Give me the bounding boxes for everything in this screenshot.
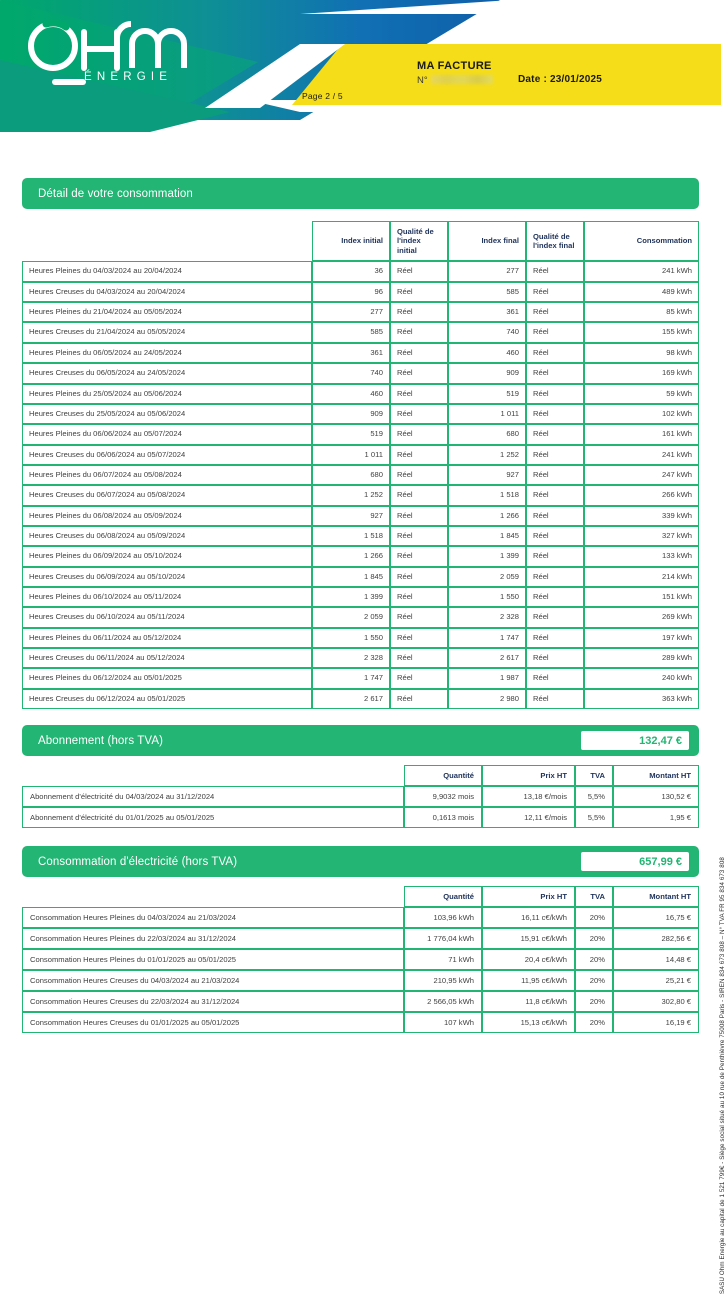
cell-index-initial: 1 266 <box>312 546 390 566</box>
cell-index-final: 1 252 <box>448 445 526 465</box>
cell-prix-ht: 11,8 c€/kWh <box>482 991 575 1012</box>
cell-period: Heures Creuses du 06/10/2024 au 05/11/2024 <box>22 607 312 627</box>
cell-prix-ht: 11,95 c€/kWh <box>482 970 575 991</box>
cell-consumption: 327 kWh <box>584 526 699 546</box>
cell-period: Heures Creuses du 06/07/2024 au 05/08/2024 <box>22 485 312 505</box>
table-row <box>22 648 699 668</box>
cell-tva: 20% <box>575 928 613 949</box>
cell-quality-final: Réel <box>526 485 584 505</box>
cell-index-final: 1 518 <box>448 485 526 505</box>
cell-quality-initial: Réel <box>390 546 448 566</box>
cell-quality-final: Réel <box>526 607 584 627</box>
cell-index-final: 2 059 <box>448 567 526 587</box>
cell-montant-ht: 16,19 € <box>613 1012 699 1033</box>
cell-tva: 20% <box>575 1012 613 1033</box>
table-row <box>22 991 699 1012</box>
section-title: Détail de votre consommation <box>38 187 193 200</box>
cell-quality-initial: Réel <box>390 445 448 465</box>
cell-quality-final: Réel <box>526 668 584 688</box>
cell-description: Abonnement d'électricité du 01/01/2025 au 05/01/2025 <box>22 807 404 828</box>
cell-description: Abonnement d'électricité du 04/03/2024 au 31/12/2024 <box>22 786 404 807</box>
cell-quality-final: Réel <box>526 526 584 546</box>
cell-consumption: 85 kWh <box>584 302 699 322</box>
cell-quantite: 2 566,05 kWh <box>404 991 482 1012</box>
cell-period: Heures Creuses du 25/05/2024 au 05/06/2024 <box>22 404 312 424</box>
cell-quality-initial: Réel <box>390 648 448 668</box>
cell-quantite: 210,95 kWh <box>404 970 482 991</box>
col-header-quantite: Quantité <box>404 765 482 786</box>
cell-index-initial: 460 <box>312 384 390 404</box>
cell-period: Heures Pleines du 06/07/2024 au 05/08/2024 <box>22 465 312 485</box>
cell-period: Heures Pleines du 06/10/2024 au 05/11/2024 <box>22 587 312 607</box>
cell-tva: 20% <box>575 991 613 1012</box>
cell-consumption: 241 kWh <box>584 261 699 281</box>
page-number: Page 2 / 5 <box>302 91 343 101</box>
col-header-consumption: Consommation <box>584 221 699 261</box>
cell-quantite: 0,1613 mois <box>404 807 482 828</box>
table-row <box>22 949 699 970</box>
cell-consumption: 133 kWh <box>584 546 699 566</box>
cell-consumption: 247 kWh <box>584 465 699 485</box>
cell-quality-initial: Réel <box>390 363 448 383</box>
table-row <box>22 302 699 322</box>
cell-period: Heures Pleines du 25/05/2024 au 05/06/2024 <box>22 384 312 404</box>
cell-index-final: 361 <box>448 302 526 322</box>
page-header <box>0 0 721 140</box>
cell-quality-final: Réel <box>526 506 584 526</box>
cell-quality-initial: Réel <box>390 689 448 709</box>
cell-quality-initial: Réel <box>390 384 448 404</box>
cell-description: Consommation Heures Pleines du 04/03/2024 au 21/03/2024 <box>22 907 404 928</box>
cell-index-final: 680 <box>448 424 526 444</box>
cell-index-final: 740 <box>448 322 526 342</box>
cell-period: Heures Creuses du 06/08/2024 au 05/09/2024 <box>22 526 312 546</box>
section-title: Abonnement (hors TVA) <box>38 734 164 747</box>
cell-index-initial: 277 <box>312 302 390 322</box>
col-header-blank <box>22 221 312 261</box>
cell-consumption: 197 kWh <box>584 628 699 648</box>
cell-consumption: 151 kWh <box>584 587 699 607</box>
cell-index-initial: 1 252 <box>312 485 390 505</box>
cell-quality-initial: Réel <box>390 302 448 322</box>
col-header-prix-ht: Prix HT <box>482 765 575 786</box>
cell-prix-ht: 13,18 €/mois <box>482 786 575 807</box>
cell-index-initial: 2 328 <box>312 648 390 668</box>
cell-consumption: 240 kWh <box>584 668 699 688</box>
cell-quality-final: Réel <box>526 546 584 566</box>
cell-index-final: 2 980 <box>448 689 526 709</box>
cell-montant-ht: 282,56 € <box>613 928 699 949</box>
cell-quality-initial: Réel <box>390 607 448 627</box>
cell-montant-ht: 16,75 € <box>613 907 699 928</box>
logo-subtitle: ÉNERGIE <box>84 71 173 83</box>
col-header-blank <box>22 886 404 907</box>
cell-montant-ht: 1,95 € <box>613 807 699 828</box>
cell-period: Heures Creuses du 06/12/2024 au 05/01/2025 <box>22 689 312 709</box>
table-row <box>22 970 699 991</box>
col-header-index-initial: Index initial <box>312 221 390 261</box>
cell-consumption: 102 kWh <box>584 404 699 424</box>
cell-index-initial: 2 059 <box>312 607 390 627</box>
cell-index-final: 2 328 <box>448 607 526 627</box>
cell-montant-ht: 14,48 € <box>613 949 699 970</box>
cell-index-initial: 909 <box>312 404 390 424</box>
consommation-total-amount: 657,99 € <box>581 852 689 871</box>
cell-index-initial: 927 <box>312 506 390 526</box>
col-header-quality-final: Qualité de l'index final <box>526 221 584 261</box>
cell-quality-final: Réel <box>526 465 584 485</box>
cell-index-initial: 1 845 <box>312 567 390 587</box>
cell-consumption: 241 kWh <box>584 445 699 465</box>
cell-consumption: 169 kWh <box>584 363 699 383</box>
cell-quality-final: Réel <box>526 445 584 465</box>
table-header-row <box>22 886 699 907</box>
cell-prix-ht: 20,4 c€/kWh <box>482 949 575 970</box>
cell-quality-initial: Réel <box>390 628 448 648</box>
cell-index-initial: 1 747 <box>312 668 390 688</box>
cell-quality-final: Réel <box>526 302 584 322</box>
cell-index-final: 909 <box>448 363 526 383</box>
cell-consumption: 266 kWh <box>584 485 699 505</box>
table-row <box>22 506 699 526</box>
cell-period: Heures Creuses du 21/04/2024 au 05/05/2024 <box>22 322 312 342</box>
cell-description: Consommation Heures Creuses du 01/01/2025 au 05/01/2025 <box>22 1012 404 1033</box>
table-row <box>22 668 699 688</box>
cell-period: Heures Pleines du 06/11/2024 au 05/12/2024 <box>22 628 312 648</box>
cell-prix-ht: 12,11 €/mois <box>482 807 575 828</box>
cell-tva: 5,5% <box>575 786 613 807</box>
cell-quality-initial: Réel <box>390 343 448 363</box>
table-row <box>22 1012 699 1033</box>
cell-quality-initial: Réel <box>390 282 448 302</box>
section-header-detail <box>22 178 699 209</box>
cell-consumption: 489 kWh <box>584 282 699 302</box>
cell-quality-initial: Réel <box>390 424 448 444</box>
table-row <box>22 546 699 566</box>
cell-quantite: 9,9032 mois <box>404 786 482 807</box>
cell-quality-initial: Réel <box>390 322 448 342</box>
col-header-quality-initial: Qualité de l'index initial <box>390 221 448 261</box>
cell-index-initial: 1 518 <box>312 526 390 546</box>
cell-index-initial: 519 <box>312 424 390 444</box>
cell-index-initial: 740 <box>312 363 390 383</box>
cell-index-final: 1 987 <box>448 668 526 688</box>
table-row <box>22 384 699 404</box>
table-row <box>22 786 699 807</box>
cell-period: Heures Pleines du 06/12/2024 au 05/01/2025 <box>22 668 312 688</box>
cell-quality-initial: Réel <box>390 485 448 505</box>
cell-quality-initial: Réel <box>390 668 448 688</box>
cell-index-final: 585 <box>448 282 526 302</box>
cell-quality-final: Réel <box>526 363 584 383</box>
cell-quality-initial: Réel <box>390 404 448 424</box>
cell-consumption: 161 kWh <box>584 424 699 444</box>
consommation-table <box>22 886 699 1033</box>
cell-period: Heures Pleines du 21/04/2024 au 05/05/2024 <box>22 302 312 322</box>
table-header-row <box>22 221 699 261</box>
cell-quality-final: Réel <box>526 424 584 444</box>
col-header-montant-ht: Montant HT <box>613 765 699 786</box>
cell-index-initial: 2 617 <box>312 689 390 709</box>
invoice-number-row <box>417 75 493 86</box>
invoice-date: Date : 23/01/2025 <box>518 74 603 85</box>
cell-prix-ht: 15,91 c€/kWh <box>482 928 575 949</box>
cell-quality-final: Réel <box>526 343 584 363</box>
cell-consumption: 339 kWh <box>584 506 699 526</box>
cell-index-final: 1 747 <box>448 628 526 648</box>
cell-quality-final: Réel <box>526 322 584 342</box>
cell-quality-initial: Réel <box>390 567 448 587</box>
table-row <box>22 404 699 424</box>
cell-index-initial: 1 550 <box>312 628 390 648</box>
table-row <box>22 322 699 342</box>
table-row <box>22 628 699 648</box>
cell-period: Heures Creuses du 06/11/2024 au 05/12/2024 <box>22 648 312 668</box>
cell-quality-final: Réel <box>526 567 584 587</box>
cell-consumption: 155 kWh <box>584 322 699 342</box>
cell-index-final: 1 266 <box>448 506 526 526</box>
cell-quantite: 107 kWh <box>404 1012 482 1033</box>
cell-consumption: 289 kWh <box>584 648 699 668</box>
invoice-number-label: N° <box>417 75 428 86</box>
cell-quality-final: Réel <box>526 282 584 302</box>
table-row <box>22 807 699 828</box>
cell-quantite: 103,96 kWh <box>404 907 482 928</box>
cell-quantite: 71 kWh <box>404 949 482 970</box>
table-row <box>22 343 699 363</box>
cell-tva: 5,5% <box>575 807 613 828</box>
cell-index-initial: 680 <box>312 465 390 485</box>
col-header-index-final: Index final <box>448 221 526 261</box>
cell-quality-final: Réel <box>526 261 584 281</box>
cell-period: Heures Pleines du 04/03/2024 au 20/04/2024 <box>22 261 312 281</box>
cell-quality-final: Réel <box>526 648 584 668</box>
col-header-tva: TVA <box>575 765 613 786</box>
cell-description: Consommation Heures Creuses du 22/03/2024 au 31/12/2024 <box>22 991 404 1012</box>
table-header-row <box>22 765 699 786</box>
cell-quality-initial: Réel <box>390 261 448 281</box>
cell-quality-initial: Réel <box>390 587 448 607</box>
ohm-energie-logo <box>22 16 202 88</box>
table-row <box>22 526 699 546</box>
cell-index-initial: 1 399 <box>312 587 390 607</box>
col-header-quantite: Quantité <box>404 886 482 907</box>
legal-footer-text: SASU Ohm Energie au capital de 1 521 799€ - Siège social situé au 10 rue de Penthièvre 75008 Paris - SIREN 834 673 808 – N° TVA FR 95 834 673 808 <box>719 857 726 1294</box>
cell-index-final: 519 <box>448 384 526 404</box>
cell-index-initial: 36 <box>312 261 390 281</box>
cell-period: Heures Creuses du 06/05/2024 au 24/05/2024 <box>22 363 312 383</box>
abonnement-total-amount: 132,47 € <box>581 731 689 750</box>
cell-period: Heures Pleines du 06/09/2024 au 05/10/2024 <box>22 546 312 566</box>
cell-period: Heures Pleines du 06/06/2024 au 05/07/2024 <box>22 424 312 444</box>
cell-quality-initial: Réel <box>390 506 448 526</box>
cell-tva: 20% <box>575 970 613 991</box>
table-row <box>22 261 699 281</box>
cell-period: Heures Pleines du 06/08/2024 au 05/09/2024 <box>22 506 312 526</box>
cell-index-final: 277 <box>448 261 526 281</box>
table-row <box>22 485 699 505</box>
cell-index-initial: 361 <box>312 343 390 363</box>
cell-index-final: 1 399 <box>448 546 526 566</box>
cell-quality-final: Réel <box>526 384 584 404</box>
table-row <box>22 928 699 949</box>
consumption-detail-table <box>22 221 699 709</box>
cell-prix-ht: 15,13 c€/kWh <box>482 1012 575 1033</box>
section-header-abonnement <box>22 725 699 756</box>
cell-quality-final: Réel <box>526 587 584 607</box>
cell-tva: 20% <box>575 907 613 928</box>
cell-quality-final: Réel <box>526 628 584 648</box>
cell-description: Consommation Heures Creuses du 04/03/2024 au 21/03/2024 <box>22 970 404 991</box>
table-row <box>22 907 699 928</box>
cell-description: Consommation Heures Pleines du 22/03/2024 au 31/12/2024 <box>22 928 404 949</box>
section-title: Consommation d'électricité (hors TVA) <box>38 855 238 868</box>
cell-quality-initial: Réel <box>390 526 448 546</box>
cell-montant-ht: 130,52 € <box>613 786 699 807</box>
cell-description: Consommation Heures Pleines du 01/01/2025 au 05/01/2025 <box>22 949 404 970</box>
cell-index-initial: 585 <box>312 322 390 342</box>
invoice-number-redacted <box>431 75 493 84</box>
cell-consumption: 363 kWh <box>584 689 699 709</box>
table-row <box>22 587 699 607</box>
col-header-prix-ht: Prix HT <box>482 886 575 907</box>
table-row <box>22 607 699 627</box>
cell-consumption: 214 kWh <box>584 567 699 587</box>
cell-quality-initial: Réel <box>390 465 448 485</box>
cell-index-final: 927 <box>448 465 526 485</box>
col-header-tva: TVA <box>575 886 613 907</box>
cell-period: Heures Creuses du 06/06/2024 au 05/07/2024 <box>22 445 312 465</box>
table-row <box>22 445 699 465</box>
cell-period: Heures Creuses du 06/09/2024 au 05/10/2024 <box>22 567 312 587</box>
cell-tva: 20% <box>575 949 613 970</box>
cell-montant-ht: 302,80 € <box>613 991 699 1012</box>
section-header-consommation <box>22 846 699 877</box>
table-row <box>22 363 699 383</box>
col-header-blank <box>22 765 404 786</box>
table-row <box>22 282 699 302</box>
table-row <box>22 567 699 587</box>
cell-index-final: 460 <box>448 343 526 363</box>
cell-index-initial: 1 011 <box>312 445 390 465</box>
table-row <box>22 465 699 485</box>
cell-index-final: 1 550 <box>448 587 526 607</box>
cell-quality-final: Réel <box>526 404 584 424</box>
abonnement-table <box>22 765 699 828</box>
cell-consumption: 59 kWh <box>584 384 699 404</box>
col-header-montant-ht: Montant HT <box>613 886 699 907</box>
table-row <box>22 424 699 444</box>
cell-quantite: 1 776,04 kWh <box>404 928 482 949</box>
cell-prix-ht: 16,11 c€/kWh <box>482 907 575 928</box>
cell-quality-final: Réel <box>526 689 584 709</box>
cell-index-final: 1 011 <box>448 404 526 424</box>
table-row <box>22 689 699 709</box>
cell-index-final: 1 845 <box>448 526 526 546</box>
cell-index-initial: 96 <box>312 282 390 302</box>
cell-consumption: 98 kWh <box>584 343 699 363</box>
cell-montant-ht: 25,21 € <box>613 970 699 991</box>
invoice-title: MA FACTURE <box>417 60 492 72</box>
cell-period: Heures Pleines du 06/05/2024 au 24/05/2024 <box>22 343 312 363</box>
cell-period: Heures Creuses du 04/03/2024 au 20/04/2024 <box>22 282 312 302</box>
cell-index-final: 2 617 <box>448 648 526 668</box>
cell-consumption: 269 kWh <box>584 607 699 627</box>
